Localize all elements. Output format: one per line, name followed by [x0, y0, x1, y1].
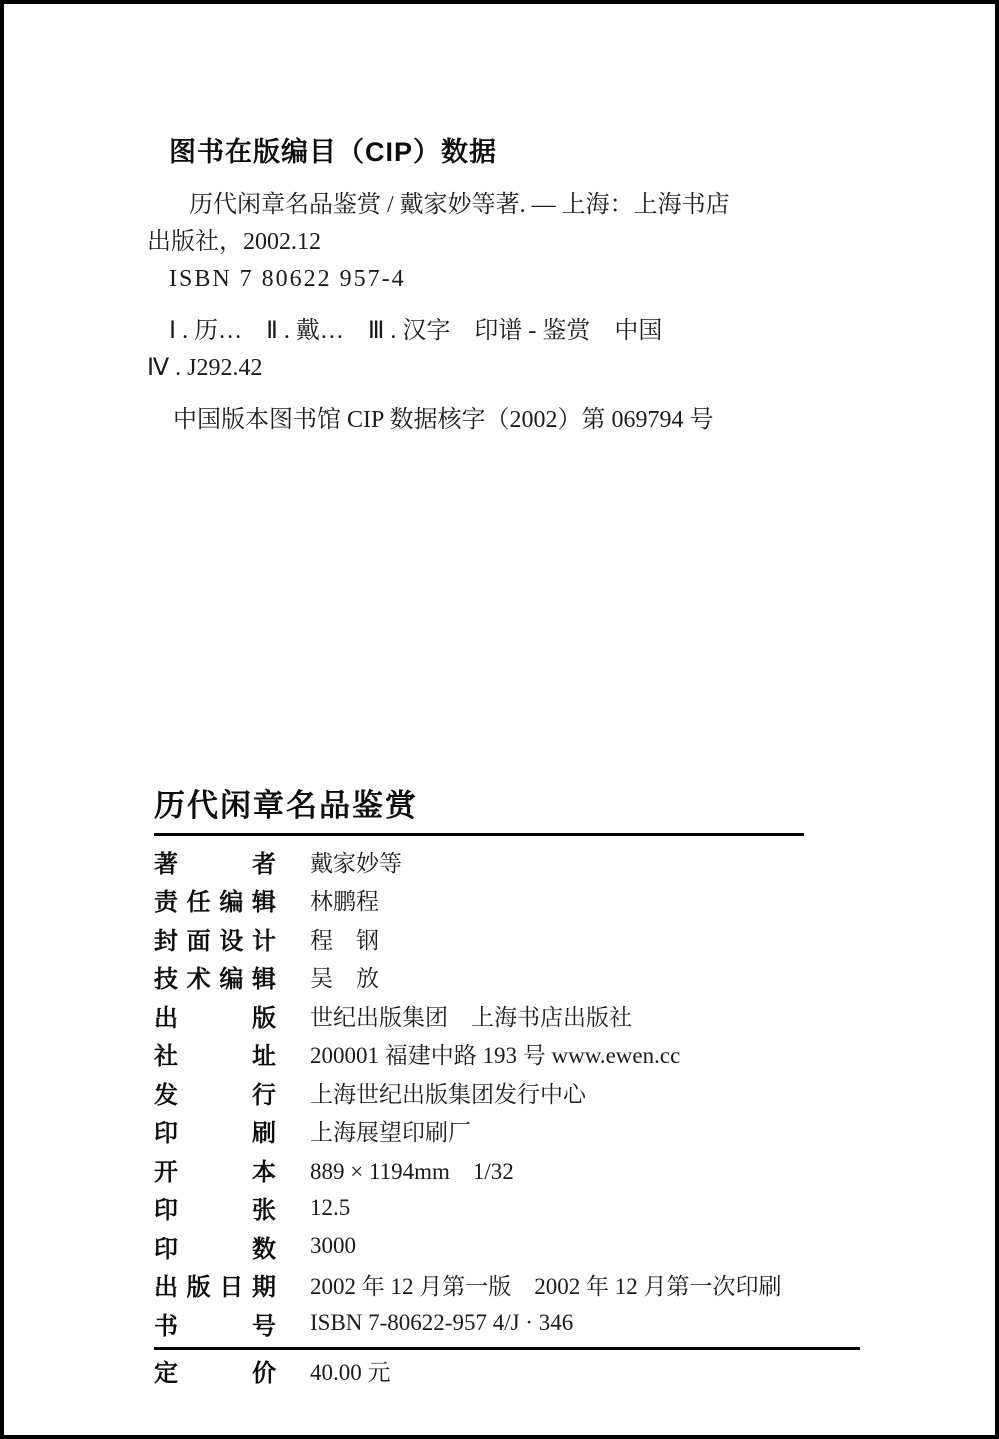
table-row-editor — [154, 881, 864, 920]
row-value: 2002 年 12 月第一版 2002 年 12 月第一次印刷 — [310, 1274, 782, 1300]
cip-entry-line-1: 历代闲章名品鉴赏 / 戴家妙等著. — 上海：上海书店 — [189, 192, 730, 218]
row-label: 责任编辑 — [154, 889, 276, 917]
cip-heading: 图书在版编目（CIP）数据 — [169, 137, 498, 167]
table-row-printing — [154, 1112, 864, 1151]
row-value: 吴 放 — [310, 966, 379, 992]
row-label: 印刷 — [154, 1120, 276, 1148]
row-value: 上海展望印刷厂 — [310, 1120, 471, 1146]
row-value: ISBN 7-80622-957 4/J · 346 — [310, 1310, 574, 1336]
cip-classification-line-1: Ⅰ . 历… Ⅱ . 戴… Ⅲ . 汉字 印谱 - 鉴赏 中国 — [169, 318, 663, 344]
title-divider-rule — [154, 833, 804, 836]
row-label: 社址 — [154, 1043, 276, 1071]
table-row-format — [154, 1150, 864, 1189]
row-label: 出版 — [154, 1004, 276, 1032]
cip-classification-line-2: Ⅳ . J292.42 — [147, 355, 263, 381]
row-value: 3000 — [310, 1233, 356, 1259]
table-row-distribution — [154, 1073, 864, 1112]
row-value: 程 钢 — [310, 927, 379, 953]
row-label: 书号 — [154, 1312, 276, 1340]
cip-registry-line: 中国版本图书馆 CIP 数据核字（2002）第 069794 号 — [173, 407, 714, 433]
cip-data-block — [147, 134, 787, 439]
publication-info-table — [154, 842, 864, 1390]
table-row-book-number — [154, 1304, 864, 1343]
table-row-author — [154, 842, 864, 881]
table-row-print-run — [154, 1227, 864, 1266]
table-row-cover-design — [154, 919, 864, 958]
row-label: 著者 — [154, 850, 276, 878]
row-label: 印数 — [154, 1235, 276, 1263]
row-label: 发行 — [154, 1081, 276, 1109]
table-row-address — [154, 1035, 864, 1074]
book-title: 历代闲章名品鉴赏 — [154, 788, 418, 823]
table-row-publication-date — [154, 1266, 864, 1305]
row-label: 定价 — [154, 1360, 276, 1388]
table-row-publisher — [154, 996, 864, 1035]
row-value: 200001 福建中路 193 号 www.ewen.cc — [310, 1043, 681, 1069]
row-label: 技术编辑 — [154, 966, 276, 994]
cip-isbn-line: ISBN 7 80622 957-4 — [169, 266, 406, 292]
row-value: 12.5 — [310, 1194, 351, 1220]
table-row-technical-editor — [154, 958, 864, 997]
row-value: 戴家妙等 — [310, 850, 402, 876]
row-value: 40.00 元 — [310, 1360, 391, 1386]
row-label: 封面设计 — [154, 927, 276, 955]
row-label: 出版日期 — [154, 1274, 276, 1302]
price-divider-rule — [154, 1347, 860, 1350]
row-value: 世纪出版集团 上海书店出版社 — [310, 1004, 632, 1030]
row-label: 印张 — [154, 1197, 276, 1225]
colophon-block — [154, 780, 864, 1390]
table-row-sheets — [154, 1189, 864, 1228]
cip-entry-line-2: 出版社，2002.12 — [147, 229, 321, 255]
row-label: 开本 — [154, 1158, 276, 1186]
table-row-price — [154, 1352, 864, 1391]
row-value: 上海世纪出版集团发行中心 — [310, 1081, 586, 1107]
row-value: 889 × 1194mm 1/32 — [310, 1158, 514, 1184]
row-value: 林鹏程 — [310, 889, 379, 915]
